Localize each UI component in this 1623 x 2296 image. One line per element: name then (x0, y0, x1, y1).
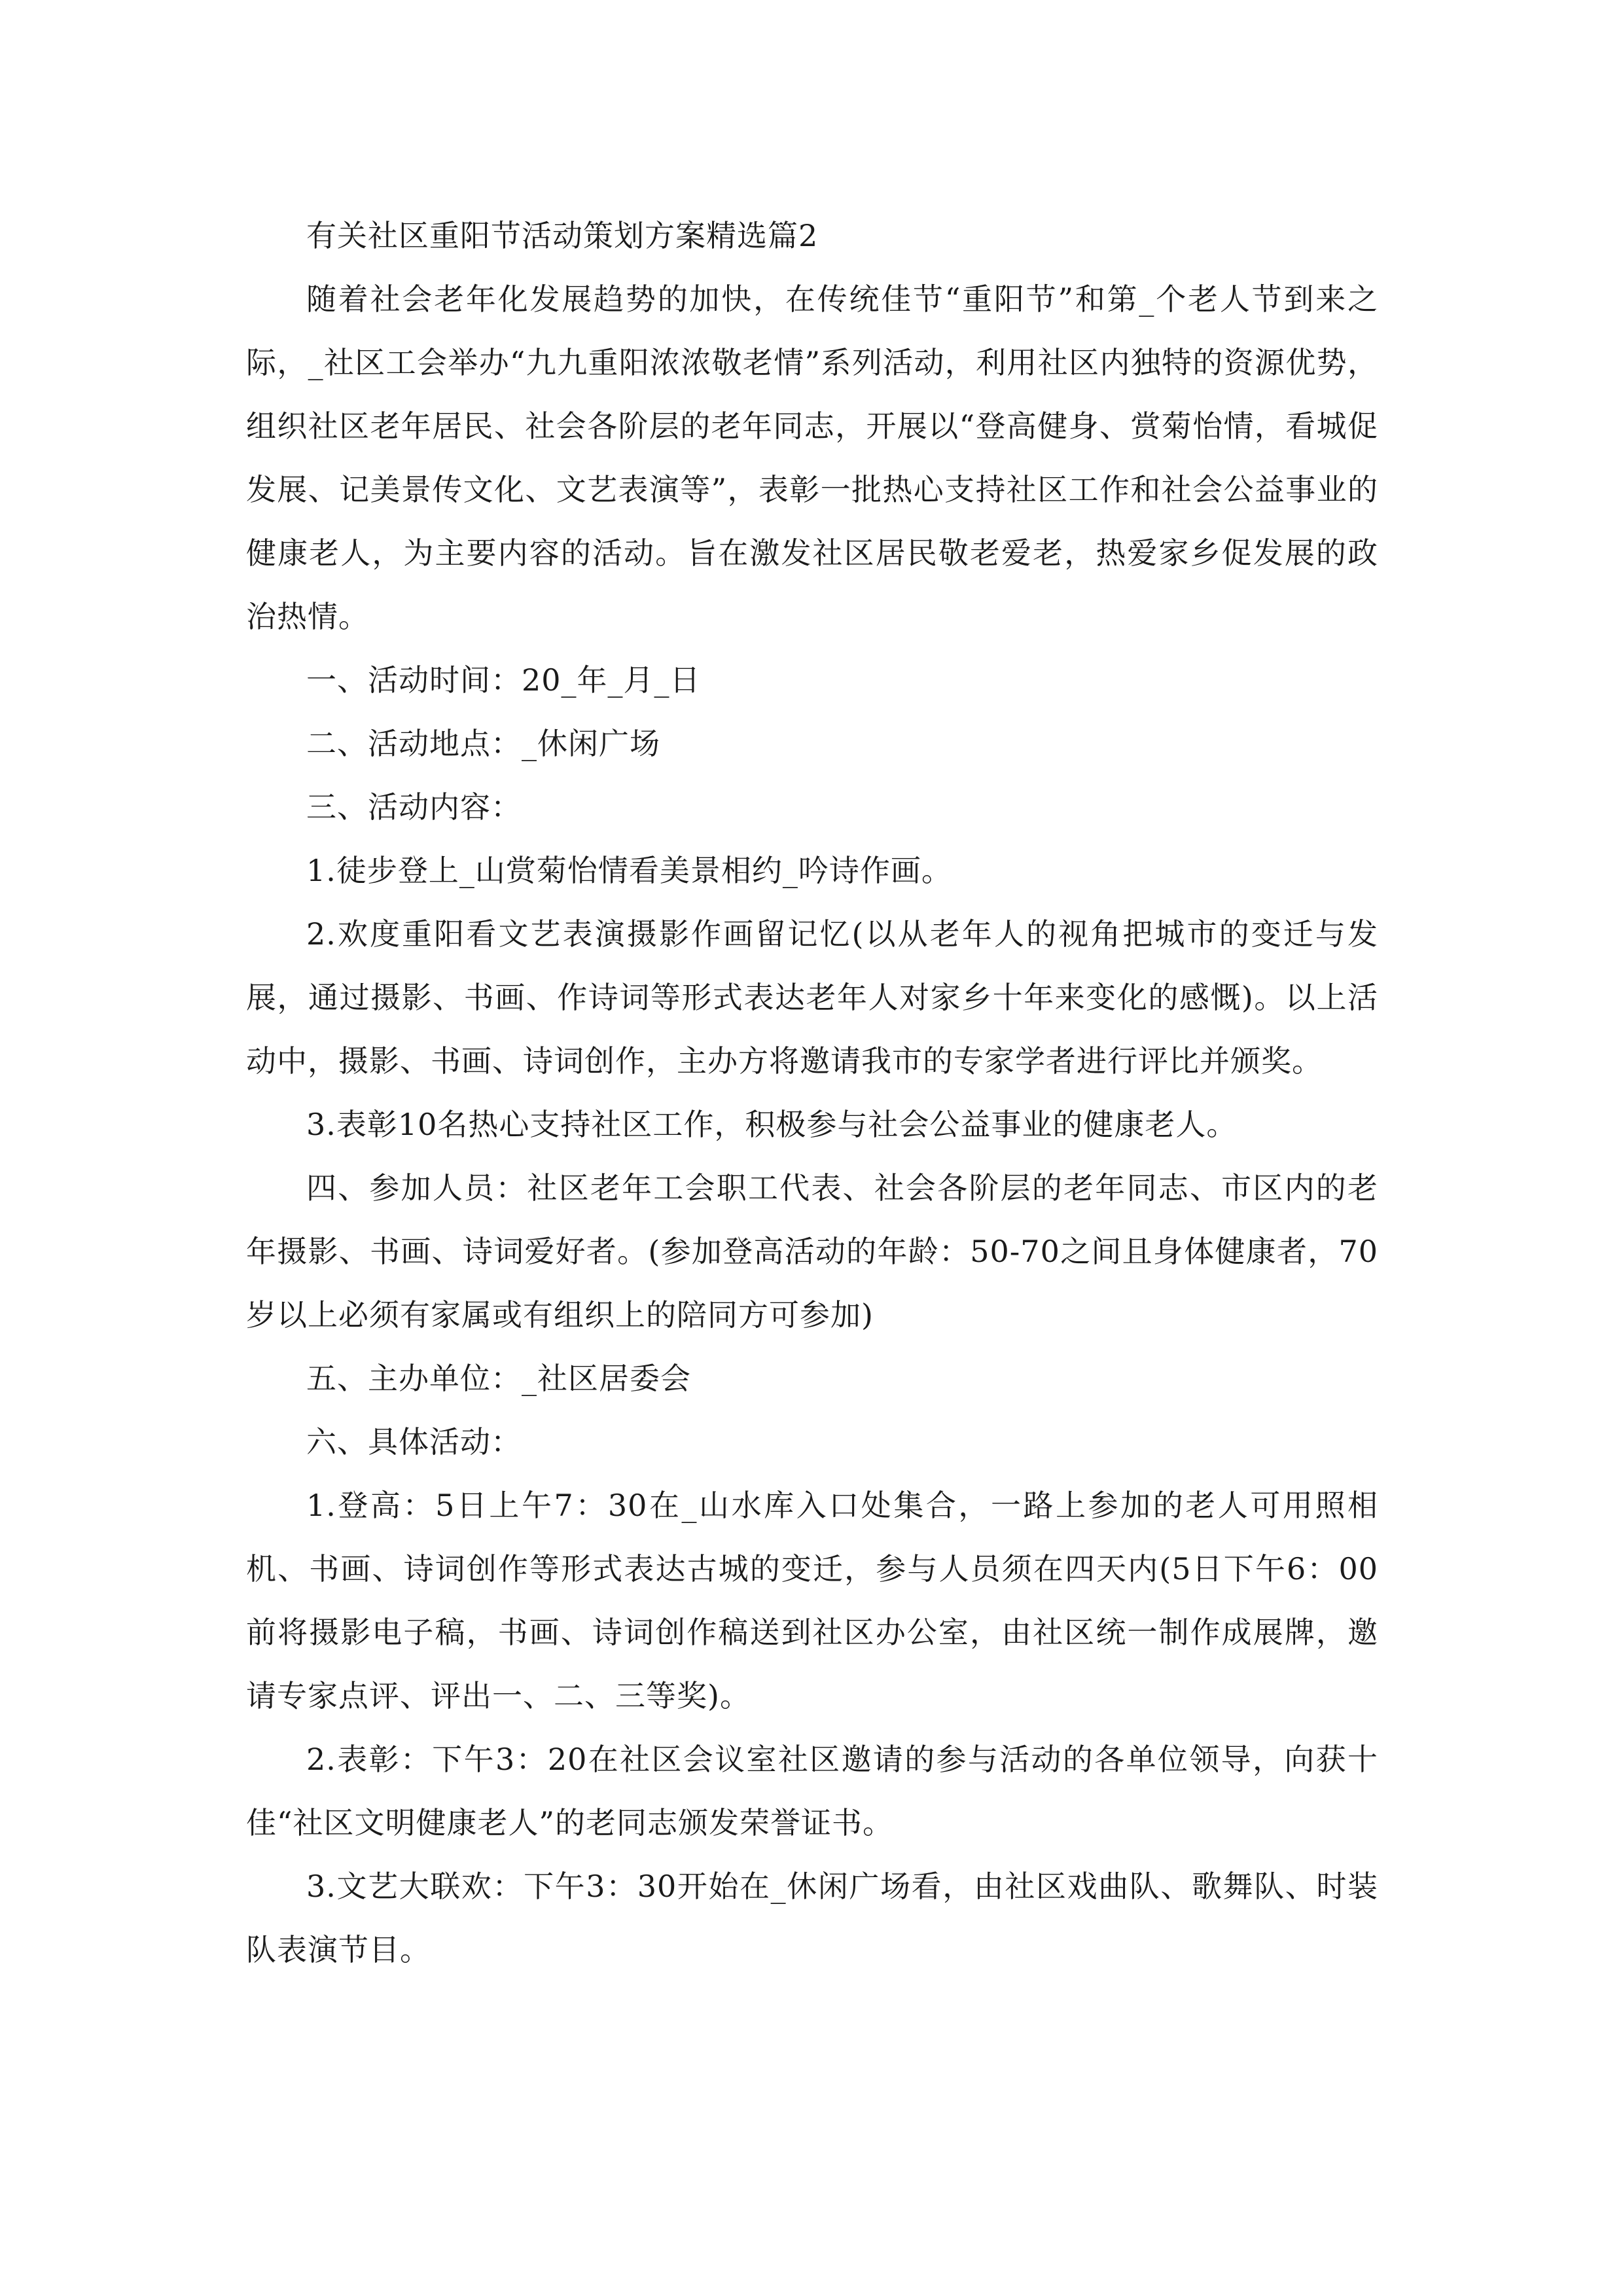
specific-activity-1: 1.登高：5日上午7：30在_山水库入口处集合，一路上参加的老人可用照相机、书画、诗词创作等形式表达古城的变迁，参与人员须在四天内(5日下午6：00前将摄影电子稿，书画、诗词创作稿送到社区办公室，由社区统一制作成展牌，邀请专家点评、评出一、二、三等奖)。 (246, 1488, 1378, 1713)
intro-paragraph: 随着社会老年化发展趋势的加快，在传统佳节“重阳节”和第_个老人节到来之际，_社区工会举办“九九重阳浓浓敬老情”系列活动，利用社区内独特的资源优势，组织社区老年居民、社会各阶层的老年同志，开展以“登高健身、赏菊怡情，看城促发展、记美景传文化、文艺表演等”，表彰一批热心支持社区工作和社会公益事业的健康老人，为主要内容的活动。旨在激发社区居民敬老爱老，热爱家乡促发展的政治热情。 (246, 281, 1378, 634)
activity-time: 一、活动时间：20_年_月_日 (306, 662, 701, 698)
document-page (246, 204, 1378, 1982)
organizer: 五、主办单位：_社区居委会 (306, 1361, 691, 1396)
content-item-3: 3.表彰10名热心支持社区工作，积极参与社会公益事业的健康老人。 (306, 1107, 1238, 1142)
activity-content-heading: 三、活动内容： (306, 789, 522, 825)
document-title: 有关社区重阳节活动策划方案精选篇2 (306, 218, 819, 253)
specific-activity-3: 3.文艺大联欢：下午3：30开始在_休闲广场看，由社区戏曲队、歌舞队、时装队表演节目。 (246, 1869, 1378, 1967)
specific-activity-2: 2.表彰：下午3：20在社区会议室社区邀请的参与活动的各单位领导，向获十佳“社区文明健康老人”的老同志颁发荣誉证书。 (246, 1742, 1378, 1840)
content-item-1: 1.徒步登上_山赏菊怡情看美景相约_吟诗作画。 (306, 853, 952, 888)
specific-activities-heading: 六、具体活动： (306, 1424, 522, 1460)
participants: 四、参加人员：社区老年工会职工代表、社会各阶层的老年同志、市区内的老年摄影、书画、诗词爱好者。(参加登高活动的年龄：50-70之间且身体健康者，70岁以上必须有家属或有组织上的陪同方可参加) (246, 1170, 1378, 1333)
content-item-2: 2.欢度重阳看文艺表演摄影作画留记忆(以从老年人的视角把城市的变迁与发展，通过摄影、书画、作诗词等形式表达老年人对家乡十年来变化的感慨)。以上活动中，摄影、书画、诗词创作，主办方将邀请我市的专家学者进行评比并颁奖。 (246, 916, 1378, 1079)
activity-location: 二、活动地点：_休闲广场 (306, 726, 660, 761)
